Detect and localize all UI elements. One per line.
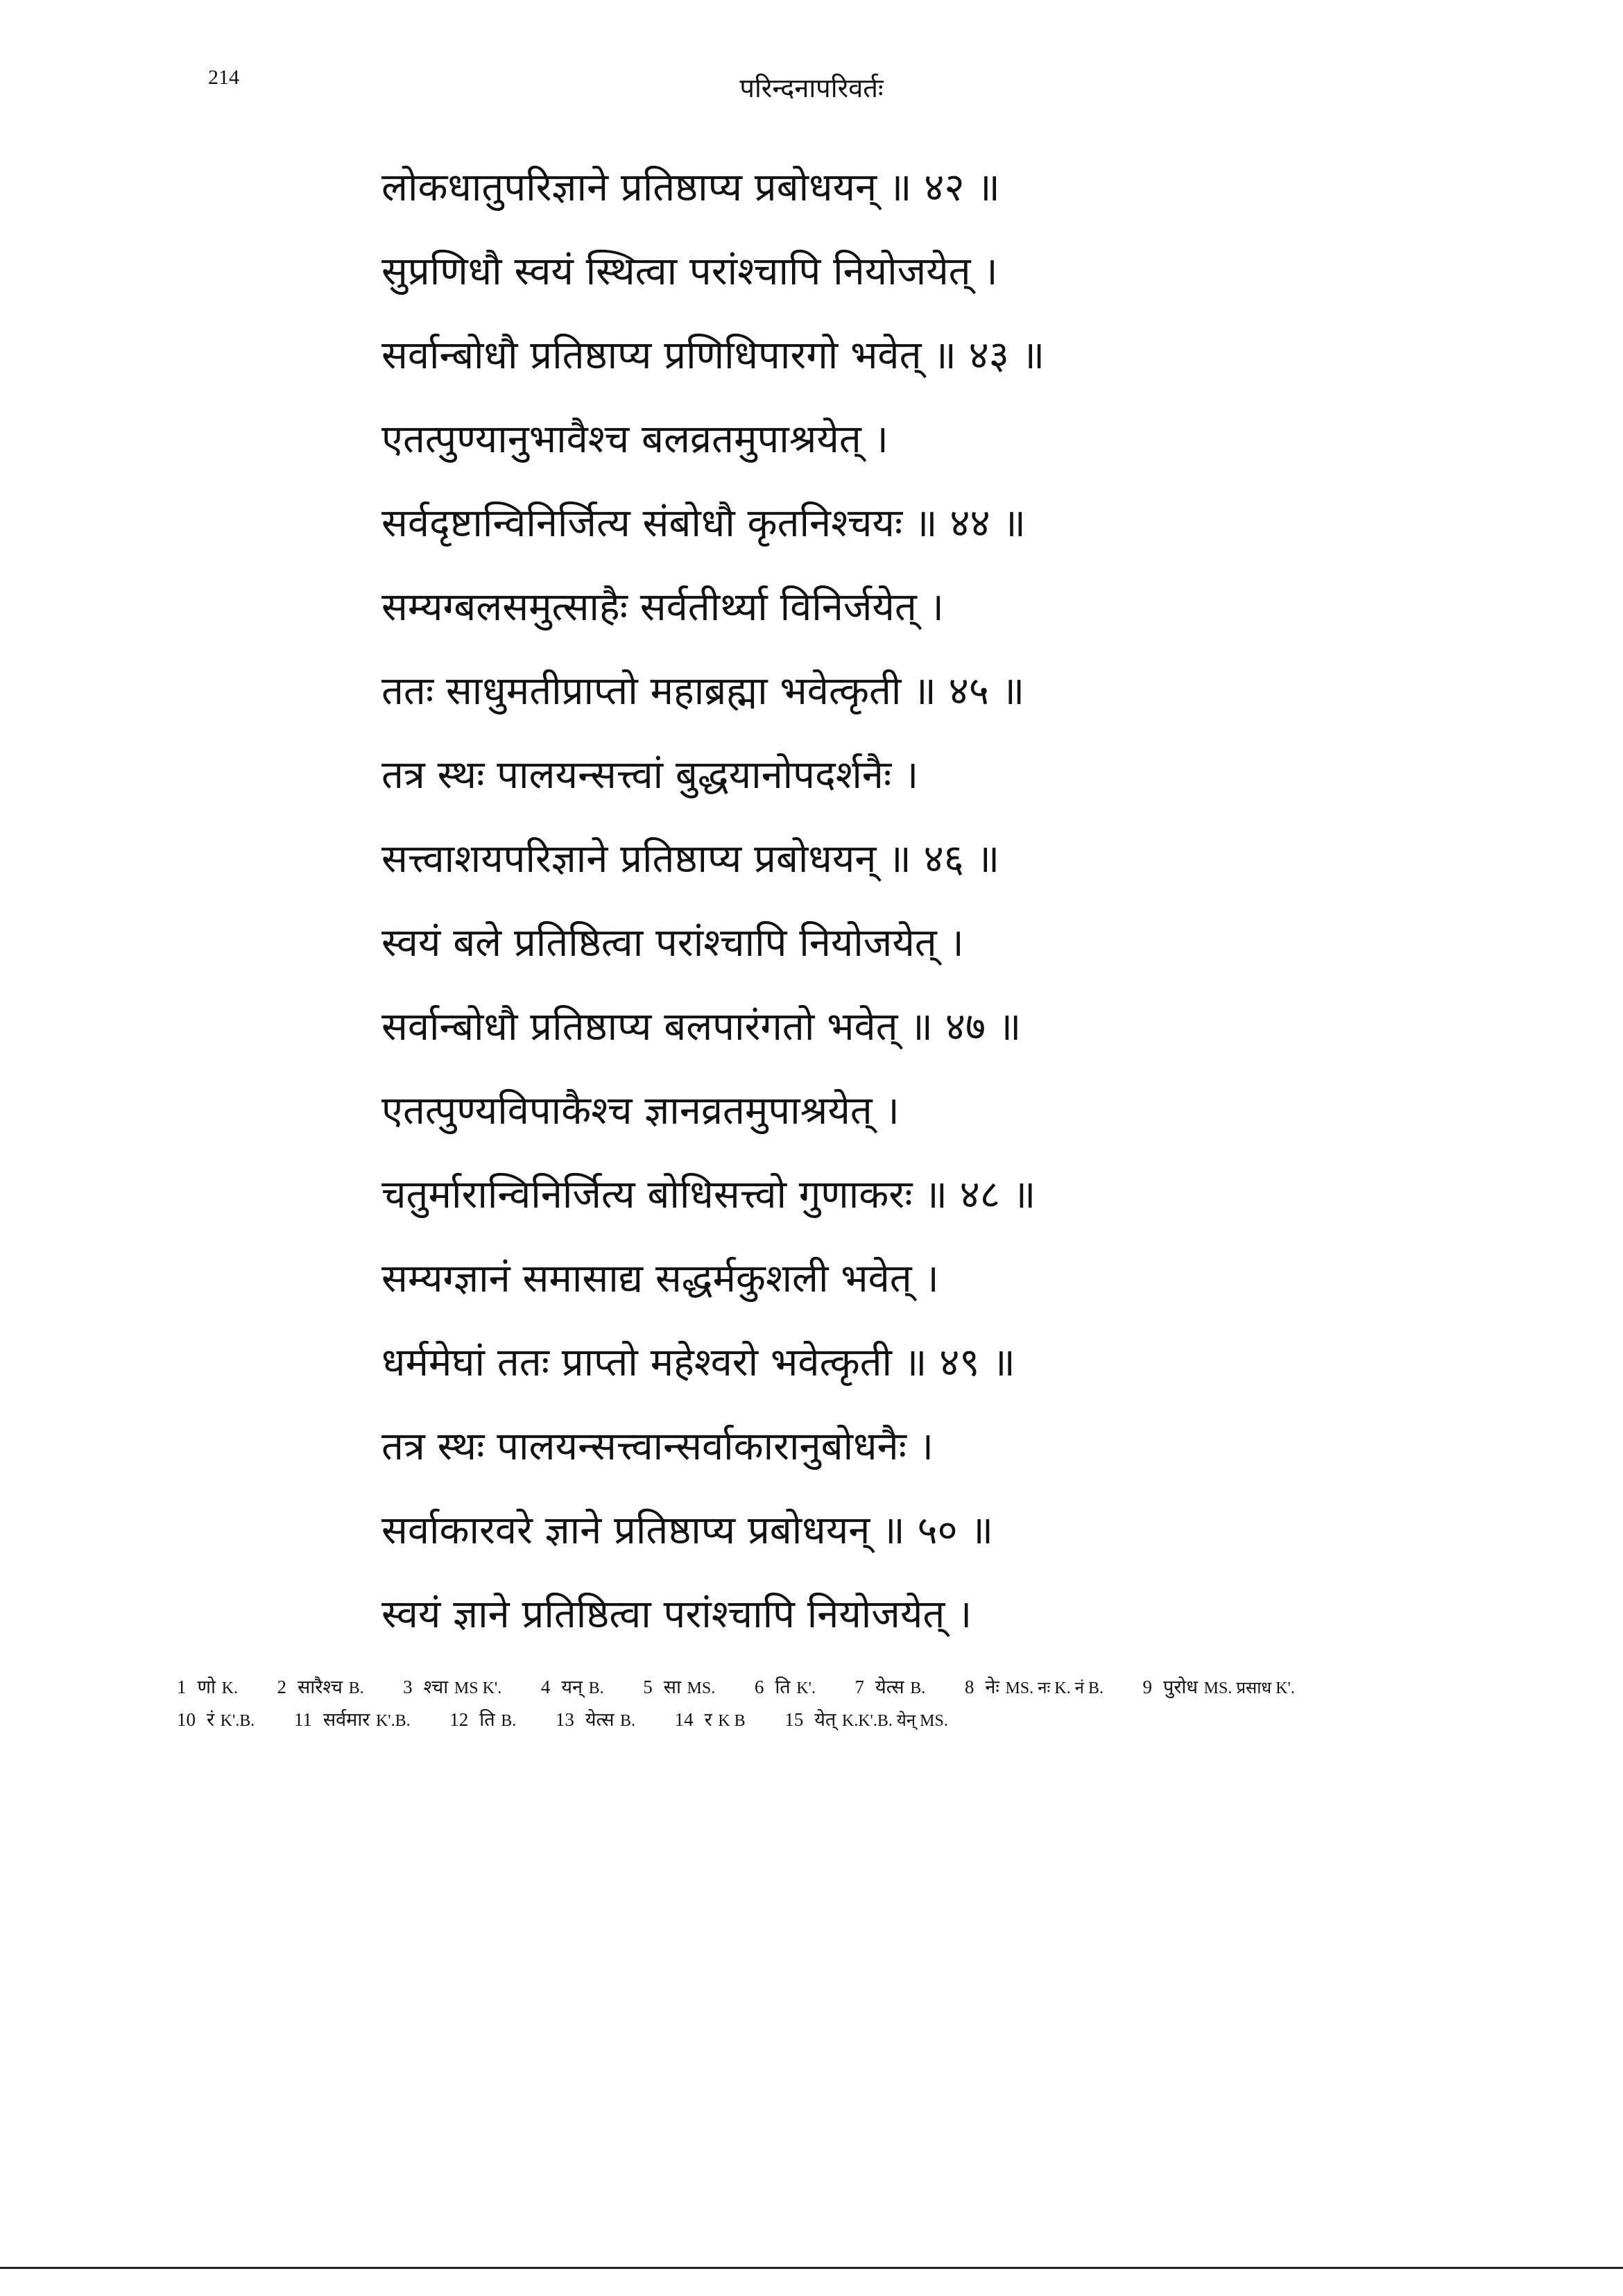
verse-text: एतत्पुण्यानुभावैश्च बलव्रतमुपाश्रयेत् । [381,417,888,462]
verse-number: ॥ ४३ ॥ [933,333,1045,378]
verse-line [381,649,1422,733]
footnote-source: B. [620,1712,636,1730]
verse-line [381,1321,1422,1405]
footnote-reading: सा [663,1677,681,1698]
verse-line [381,314,1422,397]
verse-text: लोकधातुपरिज्ञाने प्रतिष्ठाप्य प्रबोधयन् [381,165,877,210]
footnote-number: 9 [1142,1677,1153,1697]
footnote-source: K.K'.B. येन् MS. [841,1712,948,1730]
footnote-reading: येत्स [875,1677,904,1698]
footnote-reading: पुरोध [1163,1677,1199,1698]
footnote [643,1672,715,1704]
footnote [541,1672,604,1704]
verse-text: सत्त्वाशयपरिज्ञाने प्रतिष्ठाप्य प्रबोधयन् [381,837,877,882]
footnote-reading: येत्स [585,1709,615,1731]
footnote-source: K'.B. [220,1712,255,1730]
verse-text: सर्वान्बोधौ प्रतिष्ठाप्य प्रणिधिपारगो भवेत् [381,333,922,378]
running-title: परिन्दनापरिवर्तः [739,73,884,103]
footnote-reading: सर्वमार [323,1709,370,1731]
verse-text: धर्ममेघां ततः प्राप्तो महेश्वरो भवेत्कृती [381,1340,893,1385]
footnote-number: 13 [555,1709,574,1730]
verse-line [381,1237,1422,1321]
footnote-source: B. [910,1679,926,1697]
verse-text: सम्यग्ज्ञानं समासाद्य सद्धर्मकुशली भवेत् । [381,1256,939,1301]
footnote-source: K'.B. [375,1712,411,1730]
verse-text: सुप्रणिधौ स्वयं स्थित्वा परांश्चापि नियोजयेत् । [381,249,998,294]
footnote-source: B. [588,1679,604,1697]
footnote [855,1672,926,1704]
verse-line [381,1405,1422,1489]
verse-block [381,146,1422,1656]
verse-number: ॥ ४९ ॥ [903,1340,1015,1385]
footnote [277,1672,364,1704]
verse-text: ततः साधुमतीप्राप्तो महाब्रह्मा भवेत्कृती [381,669,902,714]
footnote-number: 14 [674,1709,694,1730]
footnote-reading: श्चा [423,1677,449,1698]
verse-line [381,481,1422,565]
footnote-reading: सारैश्च [298,1677,343,1698]
footnote-number: 1 [177,1677,187,1697]
footnote [403,1672,501,1704]
footnote [177,1704,255,1737]
footnote [755,1672,816,1704]
verse-text: सम्यग्बलसमुत्साहैः सर्वतीर्थ्या विनिर्जयेत् । [381,585,944,630]
verse-text: तत्र स्थः पालयन्सत्त्वान्सर्वाकारानुबोधनैः । [381,1424,934,1469]
footnote-reading: येत् [814,1709,836,1731]
footnote [177,1672,238,1704]
verse-text: एतत्पुण्यविपाकैश्च ज्ञानव्रतमुपाश्रयेत् । [381,1088,900,1133]
footnote-reading: नेः [985,1677,999,1698]
footnote-number: 12 [449,1709,469,1730]
verse-number: ॥ ४२ ॥ [888,165,1000,210]
footnote-reading: ति [775,1677,791,1698]
footnote-source: K'. [796,1679,816,1697]
footnote [784,1704,948,1737]
footnote-number: 7 [855,1677,865,1697]
footnote-number: 4 [540,1677,551,1697]
verse-line [381,1153,1422,1237]
footnote [556,1704,635,1737]
verse-text: स्वयं बले प्रतिष्ठित्वा परांश्चापि नियोजयेत् । [381,920,964,966]
verse-line [381,230,1422,314]
verse-number: ॥ ५० ॥ [882,1508,994,1553]
footnote [294,1704,411,1737]
verse-line [381,565,1422,649]
footnote-number: 5 [643,1677,653,1697]
footnote-source: MS. [687,1679,716,1697]
footnote-reading: णो [197,1677,216,1698]
verse-text: चतुर्मारान्विनिर्जित्य बोधिसत्त्वो गुणाकरः [381,1172,913,1217]
verse-number: ॥ ४७ ॥ [909,1004,1022,1050]
footnote-source: MS K'. [454,1679,502,1697]
verse-line [381,1489,1422,1573]
footnote-number: 6 [754,1677,764,1697]
verse-line [381,1573,1422,1656]
footnote-source: MS. प्रसाध K'. [1203,1679,1295,1697]
page-number: 214 [208,66,239,89]
verse-line [381,146,1422,230]
footnote-source: MS. नः K. नं B. [1005,1679,1104,1697]
verse-line [381,817,1422,901]
footnote-number: 11 [293,1709,312,1730]
verse-number: ॥ ४८ ॥ [924,1172,1036,1217]
footnote-number: 8 [964,1677,974,1697]
footnote [449,1704,516,1737]
verse-number: ॥ ४४ ॥ [914,501,1026,546]
footnote [675,1704,746,1737]
footnote-source: K. [221,1679,238,1697]
footnote-reading: यन् [561,1677,583,1698]
footnote-source: B. [501,1712,517,1730]
verse-number: ॥ ४५ ॥ [913,669,1025,714]
bottom-rule [0,2267,1623,2269]
verse-line [381,1069,1422,1153]
footnotes [177,1672,1398,1737]
footnote-source: K B [718,1712,746,1730]
footnote-source: B. [348,1679,364,1697]
verse-text: सर्वाकारवरे ज्ञाने प्रतिष्ठाप्य प्रबोधयन् [381,1508,870,1553]
verse-text: तत्र स्थः पालयन्सत्त्वां बुद्धयानोपदर्शनैः । [381,753,919,798]
verse-line [381,985,1422,1069]
verse-number: ॥ ४६ ॥ [888,837,1000,882]
verse-text: सर्वान्बोधौ प्रतिष्ठाप्य बलपारंगतो भवेत् [381,1004,898,1050]
verse-text: सर्वदृष्टान्विनिर्जित्य संबोधौ कृतनिश्चयः [381,501,903,546]
verse-line [381,901,1422,985]
footnote-number: 15 [784,1709,804,1730]
verse-text: स्वयं ज्ञाने प्रतिष्ठित्वा परांश्चापि नियोजयेत् । [381,1592,972,1637]
footnote-reading: र [704,1709,712,1731]
footnote [965,1672,1104,1704]
footnote-number: 3 [403,1677,413,1697]
footnote-number: 2 [277,1677,287,1697]
verse-line [381,397,1422,481]
footnote-number: 10 [177,1709,196,1730]
verse-line [381,733,1422,817]
footnote-reading: ति [479,1709,495,1731]
footnote-reading: रं [207,1709,215,1731]
footnote [1143,1672,1295,1704]
